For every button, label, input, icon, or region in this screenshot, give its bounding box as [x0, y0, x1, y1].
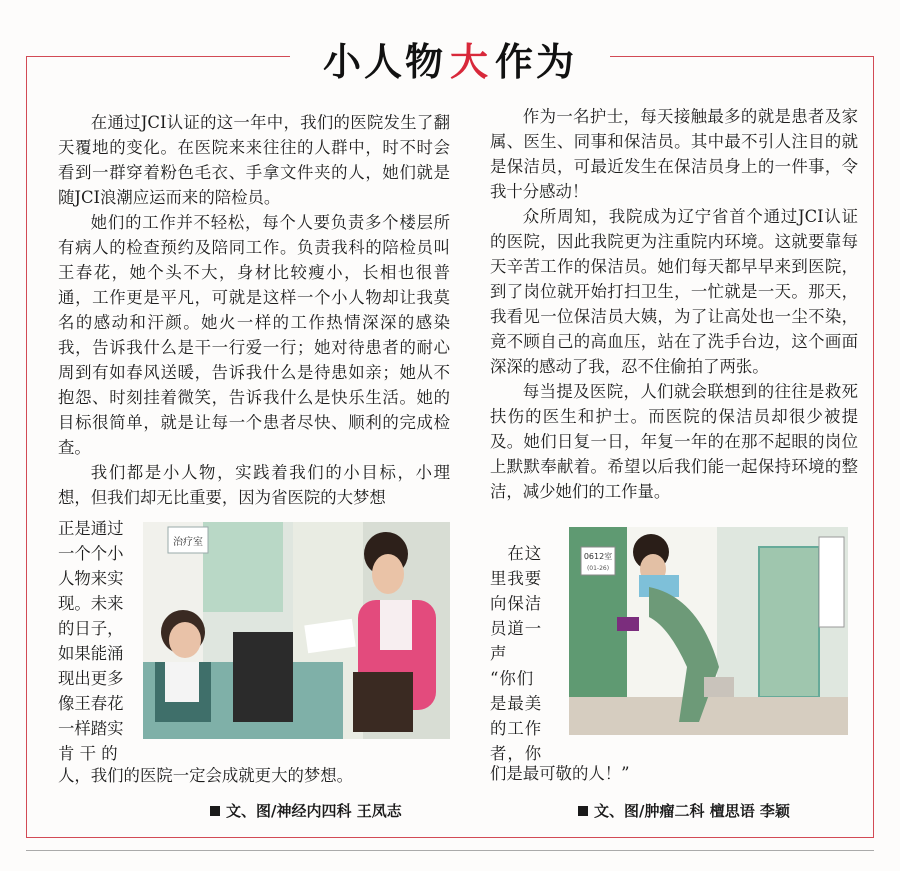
title-accent: 大	[449, 39, 491, 84]
wrap-line: 的日子，	[58, 619, 124, 638]
right-paragraph-3: 每当提及医院，人们就会联想到的往往是救死扶伤的医生和护士。而医院的保洁员却很少被提及。她们日复一日，年复一年的在那不起眼的岗位上默默奉献着。希望以后我们能一起保持环境的整洁，减少她们的工作量。	[490, 382, 858, 501]
left-column	[58, 110, 450, 510]
wrap-line: 像王春花	[58, 694, 124, 713]
right-author-credit	[578, 800, 790, 821]
wrap-line: 的工作	[490, 719, 543, 738]
wrap-line: 在这	[490, 544, 543, 563]
wrap-line: 肯 干 的	[58, 744, 118, 763]
title-part1: 小人物	[322, 39, 446, 84]
wrap-line: “你们	[490, 669, 535, 688]
wrap-line: 一个个小	[58, 544, 124, 563]
escort-staff-photo	[143, 522, 450, 739]
wrap-line: 里我要	[490, 569, 543, 588]
room-sign: 治疗室	[173, 537, 203, 548]
cleaner-photo	[569, 527, 848, 735]
wrap-line: 一样踏实	[58, 719, 124, 738]
left-tail-line: 人，我们的医院一定会成就更大的梦想。	[58, 766, 354, 785]
right-credit-text: 文、图/肿瘤二科 檀思语 李颖	[594, 802, 790, 820]
wrap-line: 是最美	[490, 694, 543, 713]
left-paragraph-2: 她们的工作并不轻松，每个人要负责多个楼层所有病人的检查预约及陪同工作。负责我科的陪检员叫王春花，她个头不大，身材比较瘦小，长相也很普通，工作更是平凡，可就是这样一个小人物却让我莫名的感动和汗颜。她火一样的工作热情深深的感染我，告诉我什么是干一行爱一行；她对待患者的耐心周到有如春风送暖，告诉我什么是待患如亲；她从不抱怨、时刻挂着微笑，告诉我什么是快乐生活。她的目标很简单，就是让每一个患者尽快、顺利的完成检查。	[58, 213, 450, 457]
wrap-line: 声	[490, 644, 508, 663]
wrap-line: 向保洁	[490, 594, 543, 613]
article-title	[290, 28, 610, 88]
left-credit-text: 文、图/神经内四科 王凤志	[226, 802, 402, 820]
wrap-line: 如果能涌	[58, 644, 124, 663]
left-paragraph-3: 我们都是小人物，实践着我们的小目标，小理想，但我们却无比重要，因为省医院的大梦想	[58, 463, 450, 507]
credit-square-icon	[578, 806, 588, 816]
wrap-line: 员道一	[490, 619, 543, 638]
wrap-line: 正是通过	[58, 519, 124, 538]
door-sign: 0612室	[583, 552, 613, 561]
wrap-line: 现出更多	[58, 669, 124, 688]
wrap-line: 人物来实	[58, 569, 124, 588]
left-author-credit	[210, 800, 402, 821]
bottom-rule	[26, 850, 874, 851]
right-paragraph-2: 众所周知，我院成为辽宁省首个通过JCI认证的医院，因此我院更为注重院内环境。这就要靠每天辛苦工作的保洁员。她们每天都早早来到医院，到了岗位就开始打扫卫生，一忙就是一天。那天，我看见一位保洁员大姨，为了让高处也一尘不染，竟不顾自己的高血压，站在了洗手台边，这个画面深深的感动了我，忍不住偷拍了两张。	[490, 207, 858, 376]
title-part2: 作为	[495, 39, 578, 84]
door-sign-sub: (01-26)	[586, 565, 610, 572]
right-column	[490, 104, 858, 504]
credit-square-icon	[210, 806, 220, 816]
wrap-line: 现。未来	[58, 594, 124, 613]
right-paragraph-1: 作为一名护士，每天接触最多的就是患者及家属、医生、同事和保洁员。其中最不引人注目的就是保洁员，可最近发生在保洁员身上的一件事，令我十分感动！	[490, 107, 858, 201]
right-wrap-text	[490, 541, 564, 766]
right-tail-line: 们是最可敬的人！”	[490, 764, 630, 783]
left-paragraph-1: 在通过JCI认证的这一年中，我们的医院发生了翻天覆地的变化。在医院来来往往的人群中，时不时会看到一群穿着粉色毛衣、手拿文件夹的人，她们就是随JCI浪潮应运而来的陪检员。	[58, 113, 450, 207]
wrap-line: 者，你	[490, 744, 543, 763]
left-wrap-text	[58, 516, 138, 766]
